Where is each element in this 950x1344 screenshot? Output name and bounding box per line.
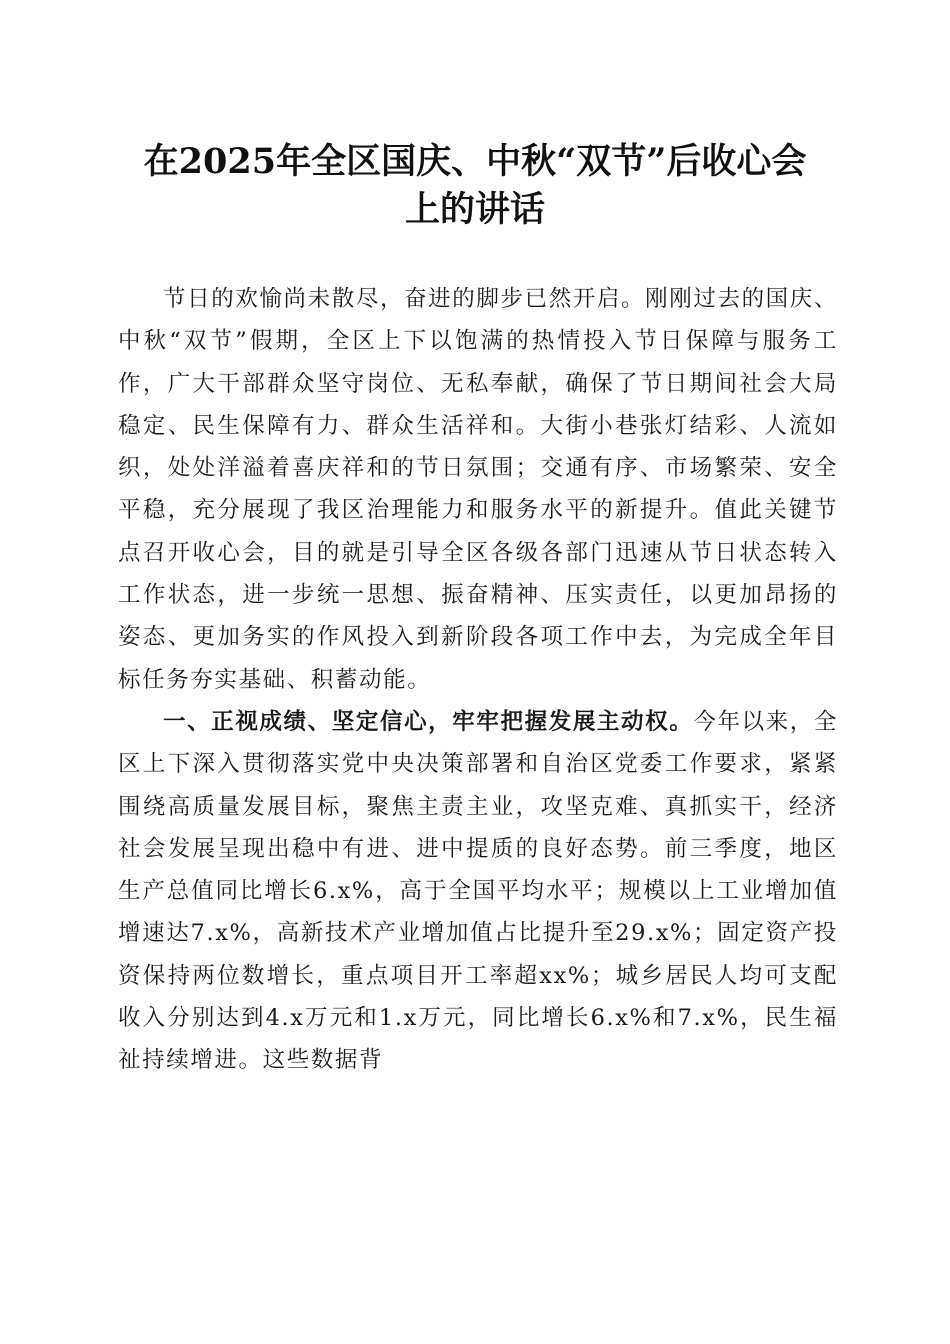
title-line-1: 在2025年全区国庆、中秋“双节”后收心会 bbox=[143, 141, 807, 182]
document-title bbox=[90, 138, 860, 234]
paragraph-intro-text: 节日的欢愉尚未散尽，奋进的脚步已然开启。刚刚过去的国庆、中秋“双节”假期，全区上下以饱满的热情投入节日保障与服务工作，广大干部群众坚守岗位、无私奉献，确保了节日期间社会大局稳定、民生保障有力、群众生活祥和。大街小巷张灯结彩、人流如织，处处洋溢着喜庆祥和的节日氛围；交通有序、市场繁荣、安全平稳，充分展现了我区治理能力和服务水平的新提升。值此关键节点召开收心会，目的就是引导全区各级各部门迅速从节日状态转入工作状态，进一步统一思想、振奋精神、压实责任，以更加昂扬的姿态、更加务实的作风投入到新阶段各项工作中去，为完成全年目标任务夯实基础、积蓄动能。 bbox=[118, 286, 838, 693]
paragraph-intro bbox=[118, 278, 838, 701]
section-1-heading: 一、正视成绩、坚定信心，牢牢把握发展主动权。 bbox=[163, 708, 694, 735]
section-1-text: 今年以来，全区上下深入贯彻落实党中央决策部署和自治区党委工作要求，紧紧围绕高质量发展目标，聚焦主责主业，攻坚克难、真抓实干，经济社会发展呈现出稳中有进、进中提质的良好态势。前三季度，地区生产总值同比增长6.x%，高于全国平均水平；规模以上工业增加值增速达7.x%，高新技术产业增加值占比提升至29.x%；固定资产投资保持两位数增长，重点项目开工率超xx%；城乡居民人均可支配收入分别达到4.x万元和1.x万元，同比增长6.x%和7.x%，民生福祉持续增进。这些数据背 bbox=[118, 708, 838, 1074]
document-body bbox=[118, 278, 838, 1082]
title-line-2: 上的讲话 bbox=[404, 189, 545, 230]
paragraph-section-1 bbox=[118, 701, 838, 1082]
